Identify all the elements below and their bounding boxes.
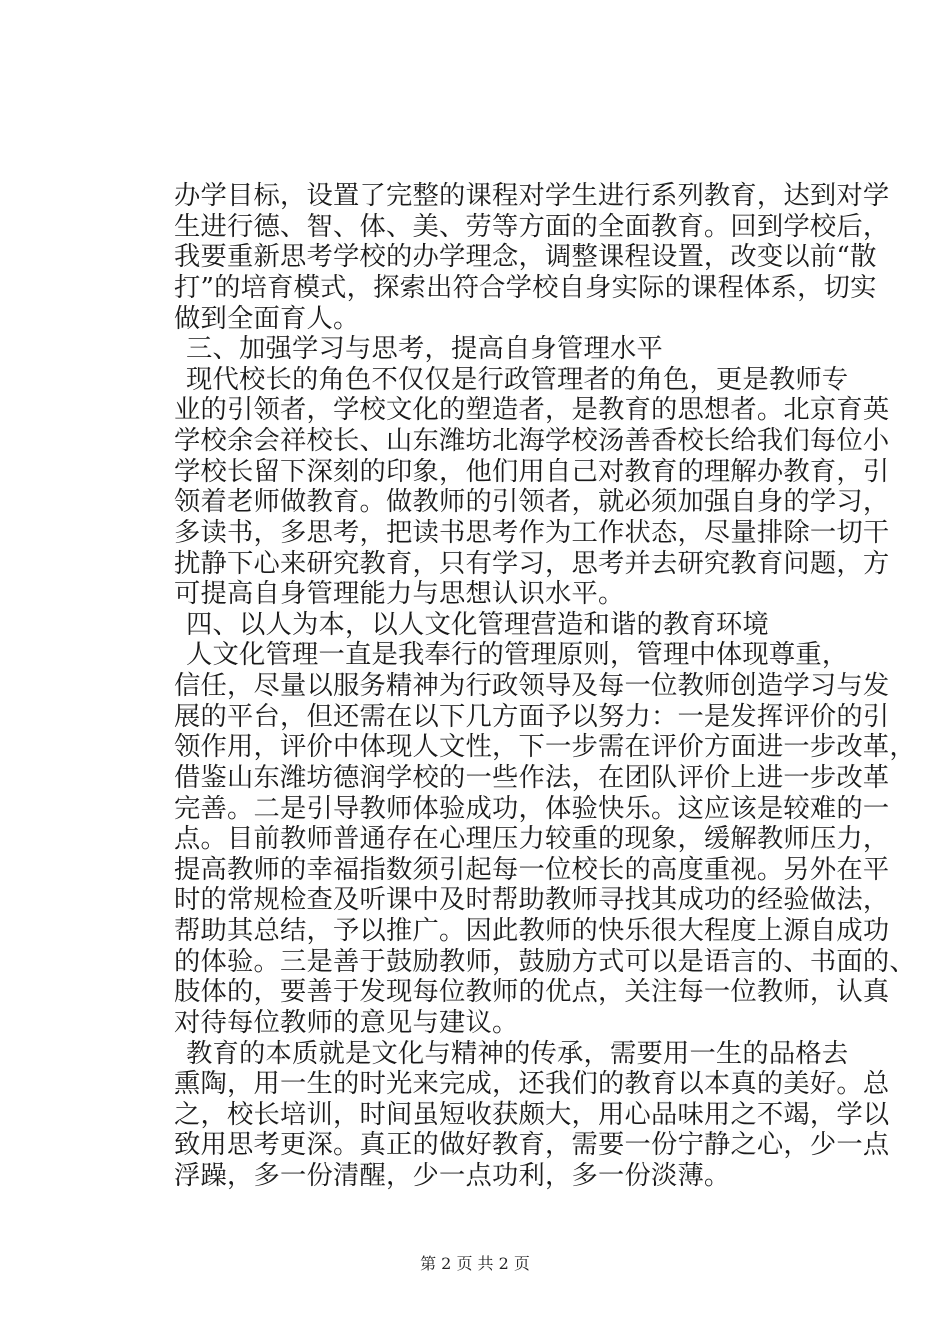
text-line: 业的引领者，学校文化的塑造者，是教育的思想者。北京育英	[174, 395, 890, 425]
text-line: 生进行德、智、体、美、劳等方面的全面教育。回到学校后，	[174, 212, 890, 242]
text-line: 可提高自身管理能力与思想认识水平。	[174, 579, 625, 609]
text-line: 帮助其总结，予以推广。因此教师的快乐很大程度上源自成功	[174, 916, 890, 946]
text-line: 展的平台，但还需在以下几方面予以努力：一是发挥评价的引	[174, 702, 890, 732]
text-line: 学校长留下深刻的印象，他们用自己对教育的理解办教育，引	[174, 457, 890, 487]
paragraph-start-line: 教育的本质就是文化与精神的传承，需要用一生的品格去	[186, 1039, 849, 1069]
text-line: 提高教师的幸福指数须引起每一位校长的高度重视。另外在平	[174, 855, 890, 885]
text-line: 扰静下心来研究教育，只有学习，思考并去研究教育问题，方	[174, 549, 890, 579]
section-heading: 三、加强学习与思考，提高自身管理水平	[186, 334, 663, 364]
text-line: 多读书，多思考，把读书思考作为工作状态，尽量排除一切干	[174, 518, 890, 548]
text-line: 致用思考更深。真正的做好教育，需要一份宁静之心，少一点	[174, 1130, 890, 1160]
text-line: 领作用，评价中体现人文性，下一步需在评价方面进一步改革，	[174, 732, 916, 762]
text-line: 打”的培育模式，探索出符合学校自身实际的课程体系，切实	[174, 273, 877, 303]
text-line: 时的常规检查及听课中及时帮助教师寻找其成功的经验做法，	[174, 885, 890, 915]
text-line: 点。目前教师普通存在心理压力较重的现象，缓解教师压力，	[174, 824, 890, 854]
text-line: 借鉴山东潍坊德润学校的一些作法，在团队评价上进一步改革	[174, 763, 890, 793]
section-heading: 四、以人为本，以人文化管理营造和谐的教育环境	[186, 610, 769, 640]
text-line: 做到全面育人。	[174, 304, 360, 334]
text-line: 熏陶，用一生的时光来完成，还我们的教育以本真的美好。总	[174, 1069, 890, 1099]
text-line: 肢体的，要善于发现每位教师的优点，关注每一位教师，认真	[174, 977, 890, 1007]
text-line: 办学目标，设置了完整的课程对学生进行系列教育，达到对学	[174, 181, 890, 211]
text-line: 完善。二是引导教师体验成功，体验快乐。这应该是较难的一	[174, 794, 890, 824]
page-footer: 第 2 页 共 2 页	[420, 1254, 530, 1273]
paragraph-start-line: 人文化管理一直是我奉行的管理原则，管理中体现尊重，	[186, 640, 849, 670]
text-line: 信任，尽量以服务精神为行政领导及每一位教师创造学习与发	[174, 671, 890, 701]
text-line: 领着老师做教育。做教师的引领者，就必须加强自身的学习，	[174, 487, 890, 517]
text-line: 的体验。三是善于鼓励教师，鼓励方式可以是语言的、书面的、	[174, 947, 916, 977]
text-line: 对待每位教师的意见与建议。	[174, 1008, 519, 1038]
text-line: 学校余会祥校长、山东潍坊北海学校汤善香校长给我们每位小	[174, 426, 890, 456]
paragraph-start-line: 现代校长的角色不仅仅是行政管理者的角色，更是教师专	[186, 365, 849, 395]
text-line: 之，校长培训，时间虽短收获颇大，用心品味用之不竭，学以	[174, 1100, 890, 1130]
text-line: 浮躁，多一份清醒，少一点功利，多一份淡薄。	[174, 1161, 731, 1191]
text-line: 我要重新思考学校的办学理念，调整课程设置，改变以前“散	[174, 242, 877, 272]
